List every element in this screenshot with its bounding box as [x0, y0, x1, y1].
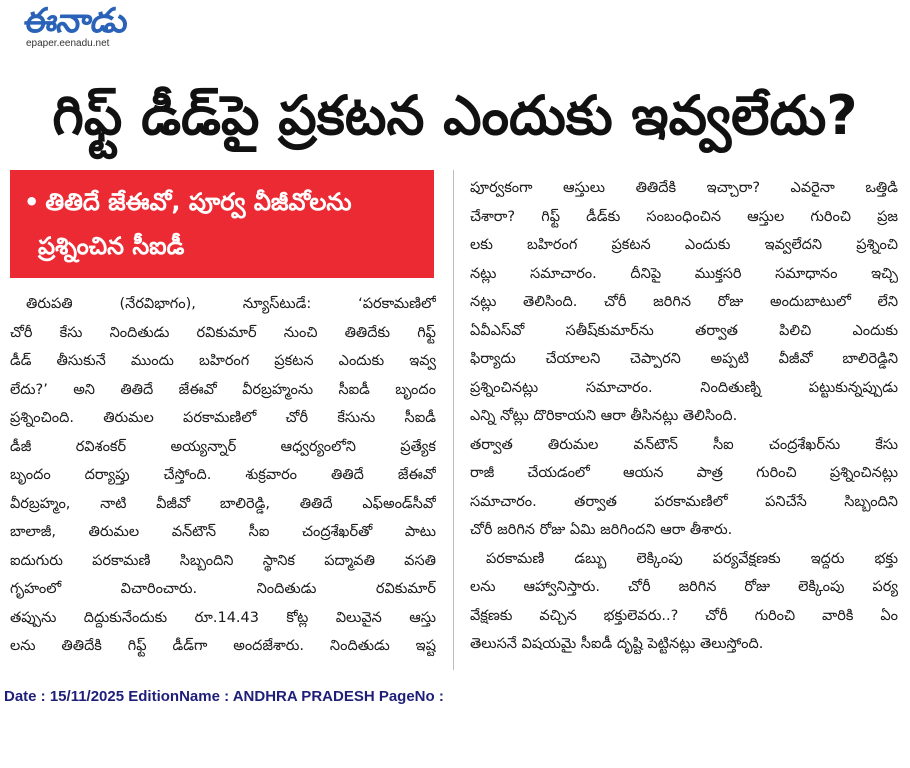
- text-line: సమాచారం. తర్వాత పరకామణిలో పనిచేసే సిబ్బందిని: [470, 493, 898, 510]
- news-clipping: [10, 64, 900, 676]
- right-column-text: [470, 174, 898, 659]
- text-line: ఐదుగురు పరకామణి సిబ్బందిని స్థానిక పద్మావతి వసతి: [10, 552, 436, 569]
- text-line: నట్లు తెలిసింది. చోరీ జరిగిన రోజు అందుబాటులో లేని: [470, 294, 898, 310]
- text-line: తర్వాత తిరుమల వన్‌టౌన్ సీఐ చంద్రశేఖర్‌ను కేసు: [470, 436, 898, 453]
- site-url: epaper.eenadu.net: [26, 38, 110, 49]
- text-line: చోరీ కేసు నిందితుడు రవికుమార్ నుంచి తితిదేకు గిఫ్ట్: [10, 324, 436, 341]
- text-line: వీరబ్రహ్మం, నాటి వీజీవో బాలిరెడ్డి, తితిదే ఎఫ్అండ్‌సీవో: [10, 495, 436, 512]
- bullet-icon: •: [24, 188, 40, 216]
- text-line: లను తితిదేకి గిఫ్ట్ డీడ్‌గా అందజేశారు. నిందితుడు ఇష్ట: [10, 638, 436, 654]
- column-divider: [453, 170, 454, 670]
- text-line: ప్రశ్నించింది. తిరుమల పరకామణిలో చోరీ కేసును సీఐడీ: [10, 410, 436, 426]
- text-line: బాలాజీ, తిరుమల వన్‌టౌన్ సీఐ చంద్రశేఖర్‌తో పాటు: [10, 524, 436, 540]
- text-line: బృందం దర్యాప్తు చేస్తోంది. శుక్రవారం తితిదే జేఈవో: [10, 467, 436, 483]
- right-column: [470, 162, 898, 659]
- left-column-text: [10, 290, 436, 661]
- text-line: చేశారా? గిఫ్ట్ డీడ్‌కు సంబంధించిన ఆస్తుల గురించి ప్రజ: [470, 208, 898, 225]
- text-line: వేక్షణకు వచ్చిన భక్తులెవరు..? చోరీ గురించి వారికి ఏం: [470, 607, 898, 624]
- text-line: ప్రశ్నించినట్లు సమాచారం. నిందితుణ్ని పట్టుకున్నప్పుడు: [470, 379, 898, 396]
- text-line: తప్పును దిద్దుకునేందుకు రూ.14.43 కోట్ల విలువైన ఆస్తు: [10, 609, 436, 626]
- text-line: గృహంలో విచారించారు. నిందితుడు రవికుమార్: [10, 581, 436, 597]
- article-headline: గిఫ్ట్ డీడ్‌పై ప్రకటన ఎందుకు ఇవ్వలేదు?: [52, 84, 858, 147]
- text-line: ఏవీఎస్‌వో సతీష్‌కుమార్‌ను తర్వాత పిలిచి ఎందుకు: [470, 322, 898, 339]
- text-line: రాజీ చేయడంలో ఆయన పాత్ర గురించి ప్రశ్నించినట్లు: [470, 465, 898, 481]
- text-line: పూర్వకంగా ఆస్తులు తితిదేకి ఇచ్చారా? ఎవరైనా ఒత్తిడి: [470, 180, 898, 196]
- text-line: డీజీ రవిశంకర్ అయ్యన్నార్ ఆధ్వర్యంలోని ప్రత్యేక: [10, 438, 436, 455]
- text-line: తిరుపతి (నేరవిభాగం), న్యూస్‌టుడే: ‘పరకామణిలో: [26, 296, 436, 312]
- text-line: చోరీ జరిగిన రోజు ఏమి జరిగిందని ఆరా తీశారు.: [470, 522, 733, 538]
- subhead-line-1: [24, 180, 420, 224]
- subhead-box: [10, 170, 434, 278]
- text-line: ఎన్ని నోట్లు దొరికాయని ఆరా తీసినట్లు తెలిసింది.: [470, 408, 738, 424]
- subhead-line-2: ప్రశ్నించిన సీఐడీ: [38, 232, 185, 260]
- text-line: తెలుసనే విషయమై సీఐడీ దృష్టి పెట్టినట్లు తెలుస్తోంది.: [470, 636, 764, 652]
- edition-footer: Date : 15/11/2025 EditionName : ANDHRA PRADESH PageNo :: [4, 688, 444, 705]
- eenadu-logo[interactable]: [21, 1, 164, 54]
- subhead-text-1: తితిదే జేఈవో, పూర్వ వీజీవోలను: [45, 188, 352, 216]
- text-line: లను ఆహ్వానిస్తారు. చోరీ జరిగిన రోజు లెక్కింపు పర్య: [470, 579, 898, 595]
- left-column: [10, 170, 436, 661]
- text-line: లేదు?’ అని తితిదే జేఈవో వీరబ్రహ్మంను సీఐడీ బృందం: [10, 381, 436, 398]
- logo-wordmark: ఈనాడు: [21, 1, 130, 41]
- text-line: నట్లు సమాచారం. దీనిపై ముక్తసరి సమాధానం ఇచ్చి: [470, 265, 898, 282]
- text-line: లకు బహిరంగ ప్రకటన ఎందుకు ఇవ్వలేదని ప్రశ్నించి: [470, 237, 898, 253]
- text-line: డీడ్ తీసుకునే ముందు బహిరంగ ప్రకటన ఎందుకు ఇవ్వ: [10, 353, 436, 369]
- text-line: ఫిర్యాదు చేయాలని చెప్పారని అప్పటి వీజీవో బాలిరెడ్డిని: [470, 351, 898, 367]
- text-line: పరకామణి డబ్బు లెక్కింపు పర్యవేక్షణకు ఇద్దరు భక్తు: [486, 550, 898, 567]
